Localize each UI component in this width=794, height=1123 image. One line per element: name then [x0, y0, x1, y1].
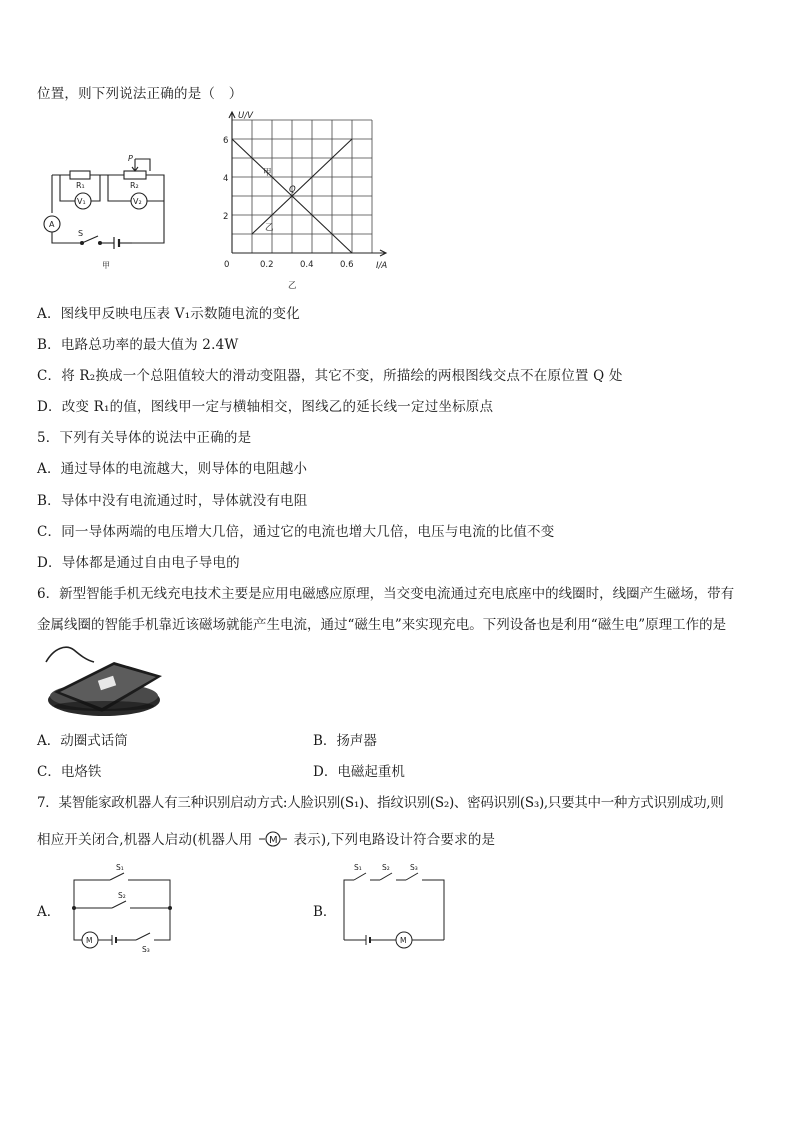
q7-option-b-label: B． — [313, 904, 337, 920]
x-axis-label: I/A — [376, 261, 388, 271]
q6-option-d: D．电磁起重机 — [313, 764, 405, 780]
q6-option-a: A．动圈式话筒 — [37, 733, 128, 749]
ui-graph-yi — [220, 108, 400, 293]
x-tick: 0.4 — [300, 260, 314, 270]
b-s2-label: S₂ — [382, 863, 390, 872]
q7-stem-line2 — [37, 828, 495, 851]
caption-jia: 甲 — [102, 261, 110, 270]
q7-circuit-b — [336, 858, 456, 956]
motor-symbol-label: M — [268, 834, 278, 846]
q6-stem-line2: 金属线圈的智能手机靠近该磁场就能产生电流，通过“磁生电”来实现充电。下列设备也是利用“磁生电”原理工作的是 — [37, 617, 727, 633]
y-tick: 4 — [223, 174, 229, 184]
q7-option-a-label: A． — [37, 904, 61, 920]
q6-option-b: B．扬声器 — [313, 733, 377, 749]
label-v2: V₂ — [133, 197, 142, 206]
q4-option-d: D．改变 R₁的值，图线甲一定与横轴相交，图线乙的延长线一定过坐标原点 — [37, 399, 494, 415]
x-tick: 0.2 — [260, 260, 274, 270]
q7-circuit-a — [62, 858, 182, 956]
label-s: S — [78, 229, 84, 238]
resistor-r1 — [70, 171, 90, 179]
q7-stem-line2-part1: 相应开关闭合,机器人启动(机器人用 — [37, 832, 253, 848]
q5-option-b: B．导体中没有电流通过时，导体就没有电阻 — [37, 493, 308, 509]
q7-stem-line1: 7．某智能家政机器人有三种识别启动方式:人脸识别(S₁)、指纹识别(S₂)、密码识别(S₃),只要其中一种方式识别成功,则 — [37, 795, 724, 811]
q7-stem-line2-part2: 表示),下列电路设计符合要求的是 — [293, 832, 496, 848]
y-axis-label: U/V — [238, 111, 253, 121]
q4-option-b: B．电路总功率的最大值为 2.4W — [37, 337, 239, 353]
q4-stem: 位置，则下列说法正确的是（ ） — [37, 86, 243, 102]
wireless-charger-image — [44, 640, 166, 720]
q5-stem: 5．下列有关导体的说法中正确的是 — [37, 430, 252, 446]
x-tick: 0.6 — [340, 260, 354, 270]
caption-yi: 乙 — [288, 281, 297, 291]
label-yi: 乙 — [265, 223, 274, 233]
label-jia: 甲 — [263, 168, 272, 178]
label-r2: R₂ — [130, 181, 139, 190]
b-s3-label: S₃ — [410, 863, 418, 872]
a-s1-label: S₁ — [116, 863, 124, 872]
q4-option-c: C．将 R₂换成一个总阻值较大的滑动变阻器，其它不变，所描绘的两根图线交点不在原位置 Q 处 — [37, 368, 623, 384]
y-tick: 2 — [223, 212, 229, 222]
q5-option-a: A．通过导体的电流越大，则导体的电阻越小 — [37, 461, 308, 477]
line-yi — [252, 139, 352, 234]
q6-stem-line1: 6．新型智能手机无线充电技术主要是应用电磁感应原理，当交变电流通过充电底座中的线圈时，线圈产生磁场，带有 — [37, 586, 735, 602]
charging-cable — [46, 647, 94, 662]
y-tick: 6 — [223, 136, 229, 146]
b-s1-label: S₁ — [354, 863, 362, 872]
a-s2-label: S₂ — [118, 891, 126, 900]
label-v1: V₁ — [77, 197, 86, 206]
motor-a-label: M — [86, 936, 93, 945]
q6-option-c: C．电烙铁 — [37, 764, 102, 780]
q5-option-d: D．导体都是通过自由电子导电的 — [37, 555, 240, 571]
label-q: Q — [289, 185, 296, 195]
motor-b-label: M — [400, 936, 407, 945]
label-p: P — [128, 154, 133, 163]
label-r1: R₁ — [76, 181, 85, 190]
label-a: A — [49, 220, 55, 229]
a-s3-label: S₃ — [142, 945, 150, 954]
circuit-diagram-jia — [42, 148, 177, 273]
resistor-r2 — [124, 171, 146, 179]
q5-option-c: C．同一导体两端的电压增大几倍，通过它的电流也增大几倍，电压与电流的比值不变 — [37, 524, 555, 540]
q4-option-a: A．图线甲反映电压表 V₁示数随电流的变化 — [37, 306, 300, 322]
motor-symbol-icon — [259, 831, 287, 851]
origin-label: 0 — [224, 260, 230, 270]
